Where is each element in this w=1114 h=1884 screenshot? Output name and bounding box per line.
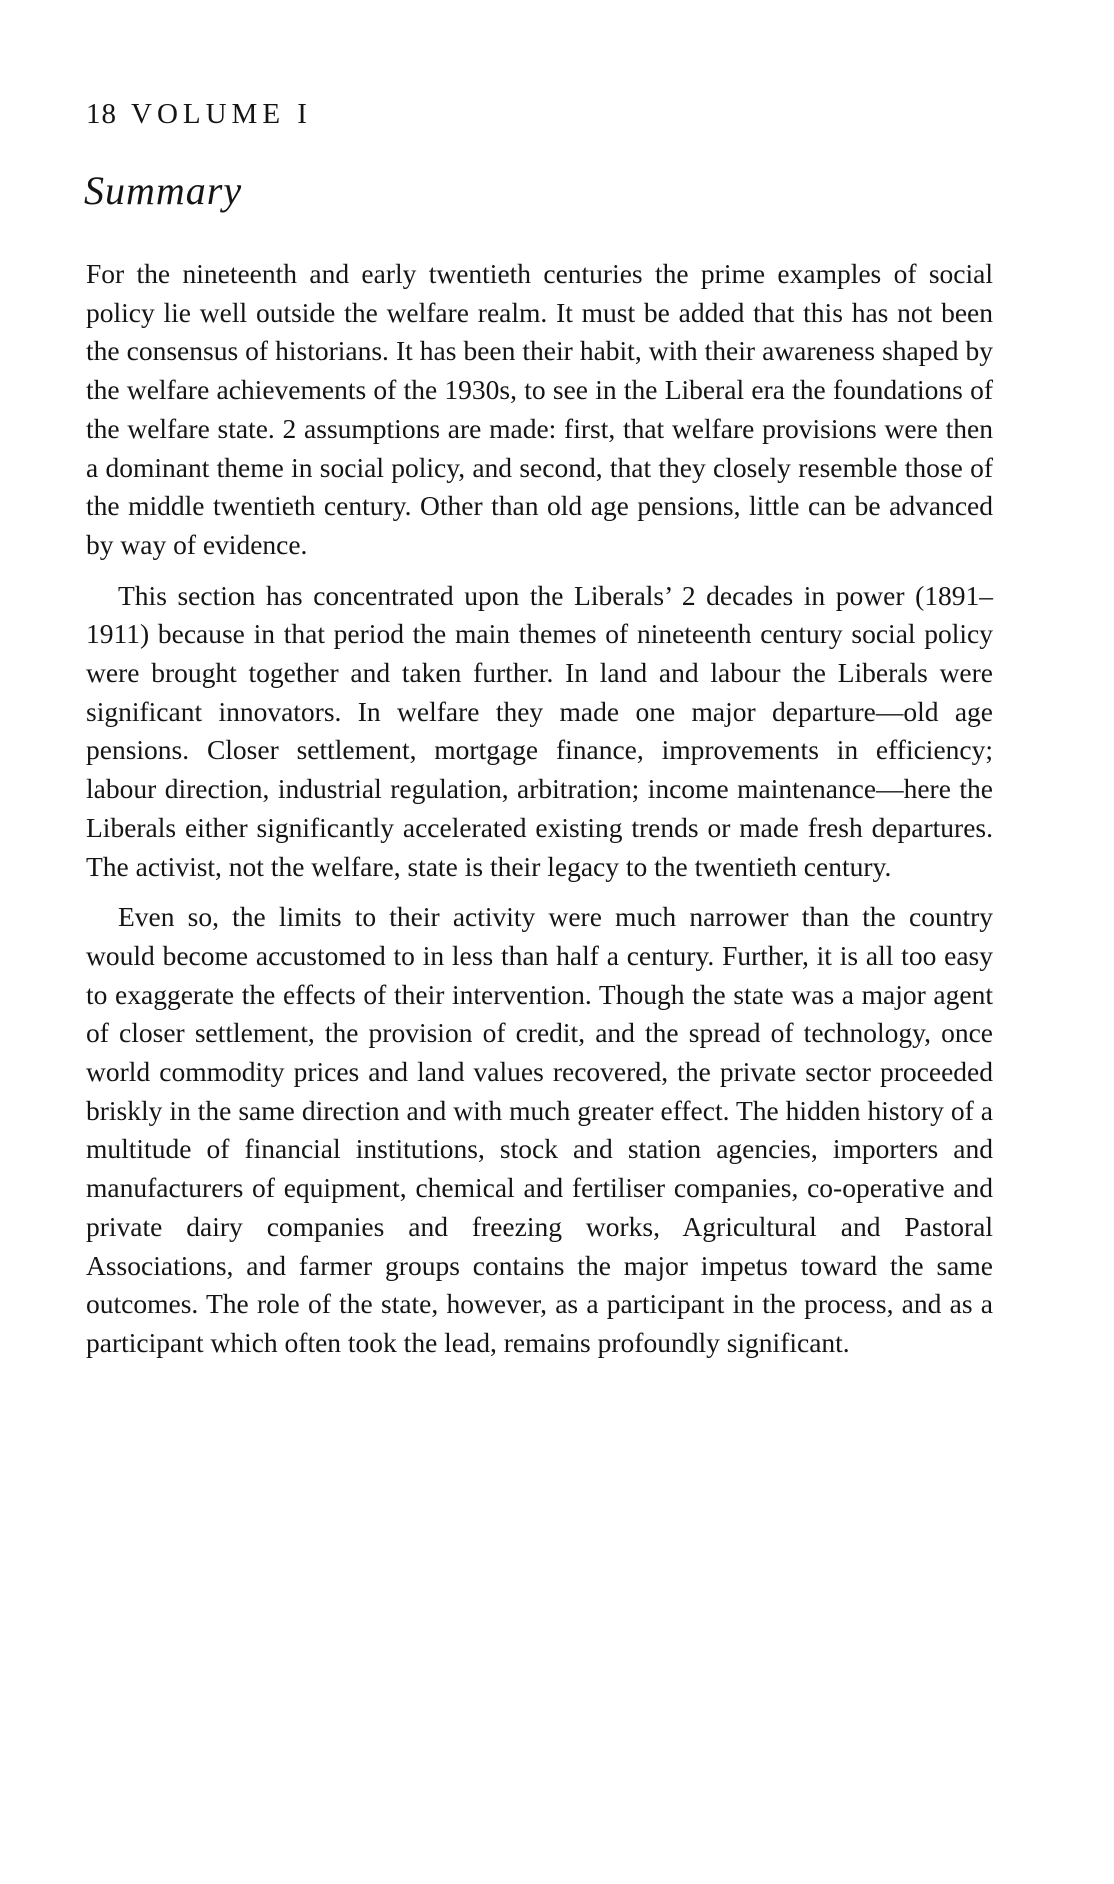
running-title: VOLUME I xyxy=(131,98,312,130)
body-text xyxy=(86,255,993,1363)
paragraph-1: For the nineteenth and early twentieth centuries the prime examples of social policy lie well outside the welfare realm. It must be added that this has not been the consensus of historians. It has been their habit, with their awareness shaped by the welfare achievements of the 1930s, to see in the Liberal era the foundations of the welfare state. 2 assumptions are made: first, that welfare provisions were then a dominant theme in social policy, and second, that they closely resemble those of the middle twentieth century. Other than old age pensions, little can be advanced by way of evidence. xyxy=(86,258,993,560)
section-title: Summary xyxy=(84,168,243,213)
paragraph-2: This section has concentrated upon the Liberals’ 2 decades in power (1891–1911) because in that period the main themes of nineteenth century social policy were brought together and taken further. In land and labour the Liberals were significant innovators. In welfare they made one major departure—old age pensions. Closer settlement, mortgage finance, improvements in efficiency; labour direction, industrial regulation, arbitration; income maintenance—here the Liberals either significantly accelerated existing trends or made fresh departures. The activist, not the welfare, state is their legacy to the twentieth century. xyxy=(86,579,993,882)
page-number: 18 xyxy=(86,98,117,130)
running-head xyxy=(86,96,312,132)
paragraph-3: Even so, the limits to their activity were much narrower than the country would become accustomed to in less than half a century. Further, it is all too easy to exaggerate the effects of their intervention. Though the state was a major agent of closer settlement, the provision of credit, and the spread of technology, once world commodity prices and land values recovered, the private sector proceeded briskly in the same direction and with much greater effect. The hidden history of a multitude of financial institutions, stock and station agencies, importers and manufacturers of equipment, chemical and fertiliser companies, co-operative and private dairy companies and freezing works, Agricultural and Pastoral Associations, and farmer groups contains the major impetus toward the same outcomes. The role of the state, however, as a participant in the process, and as a participant which often took the lead, remains profoundly significant. xyxy=(86,901,993,1358)
